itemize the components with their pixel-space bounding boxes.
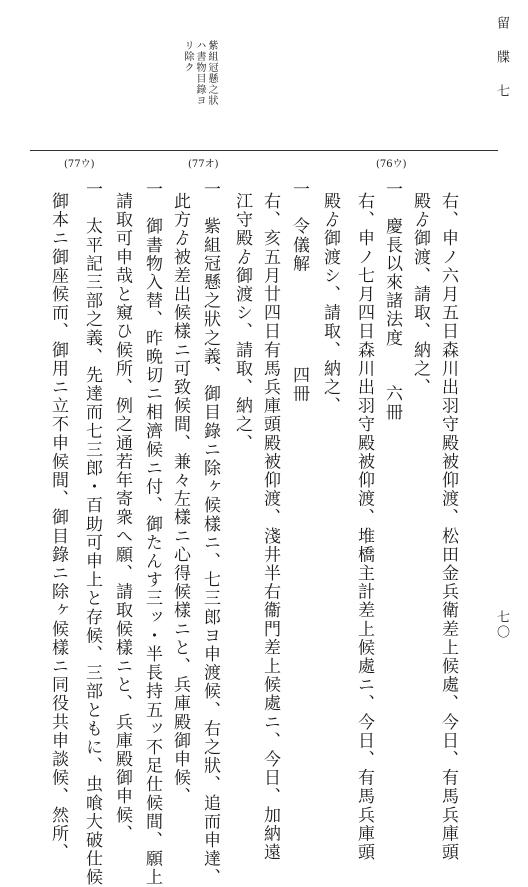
list-item: 一 慶長以來諸法度 六冊 — [382, 180, 402, 422]
list-item: 一 令儀解 四冊 — [289, 180, 309, 404]
header-rule — [30, 150, 498, 151]
text-line: 殿ゟ御渡シ、請取、納之、 — [320, 192, 340, 416]
book-title: 留 牒 七 — [494, 16, 509, 101]
text-line: 請取可申哉と窺ひ候所、例之通若年寄衆へ願、請取候樣ニと、兵庫殿御申候、 — [112, 192, 132, 843]
list-item: 一 太平記三部之義、先達而七三郎・百助可申上と存候、三部ともに、虫喰大破仕候 — [82, 180, 102, 887]
text-line: 右、亥五月廿四日有馬兵庫頭殿被仰渡、淺井半右衞門差上候處ニ、今日、加納遠 — [260, 192, 280, 862]
list-item: 一 御書物入替、昨晩切ニ相濟候ニ付、御たんす三ッ・半長持五ッ不足仕候間、願上 — [142, 180, 162, 887]
margin-note-line: リ除ク — [182, 40, 193, 73]
text-line: 右、申ノ七月四日森川出羽守殿被仰渡、堆橋主計差上候處ニ、今日、有馬兵庫頭 — [354, 192, 374, 862]
margin-note-line: 紫組冠懸之狀 — [206, 40, 217, 106]
text-line: 御本ニ御座候而、御用ニ立不申候間、御目錄ニ除ヶ候樣ニ同役共申談候、然所、 — [48, 192, 68, 862]
folio-marker: (77オ) — [188, 159, 219, 170]
margin-note-line: ハ書物目錄ヨ — [194, 40, 205, 106]
text-line: 江守殿ゟ御渡シ、請取、納之、 — [232, 192, 252, 453]
page-number: 七〇 — [494, 610, 509, 640]
text-line: 此方ゟ被差出候樣ニ可致候間、兼々左樣ニ心得候樣ニと、兵庫殿御申候、 — [170, 192, 190, 806]
folio-marker: (76ウ) — [376, 159, 407, 170]
text-line: 殿ゟ御渡、請取、納之、 — [410, 192, 430, 397]
list-item: 一 紫組冠懸之狀之義、御目錄ニ除ヶ候樣ニ、七三郎ヨ申渡候、右之狀、追而申達、 — [200, 180, 220, 887]
text-line: 右、申ノ六月五日森川出羽守殿被仰渡、松田金兵衛差上候處、今日、有馬兵庫頭 — [438, 192, 458, 862]
folio-marker: (77ウ) — [64, 159, 95, 170]
